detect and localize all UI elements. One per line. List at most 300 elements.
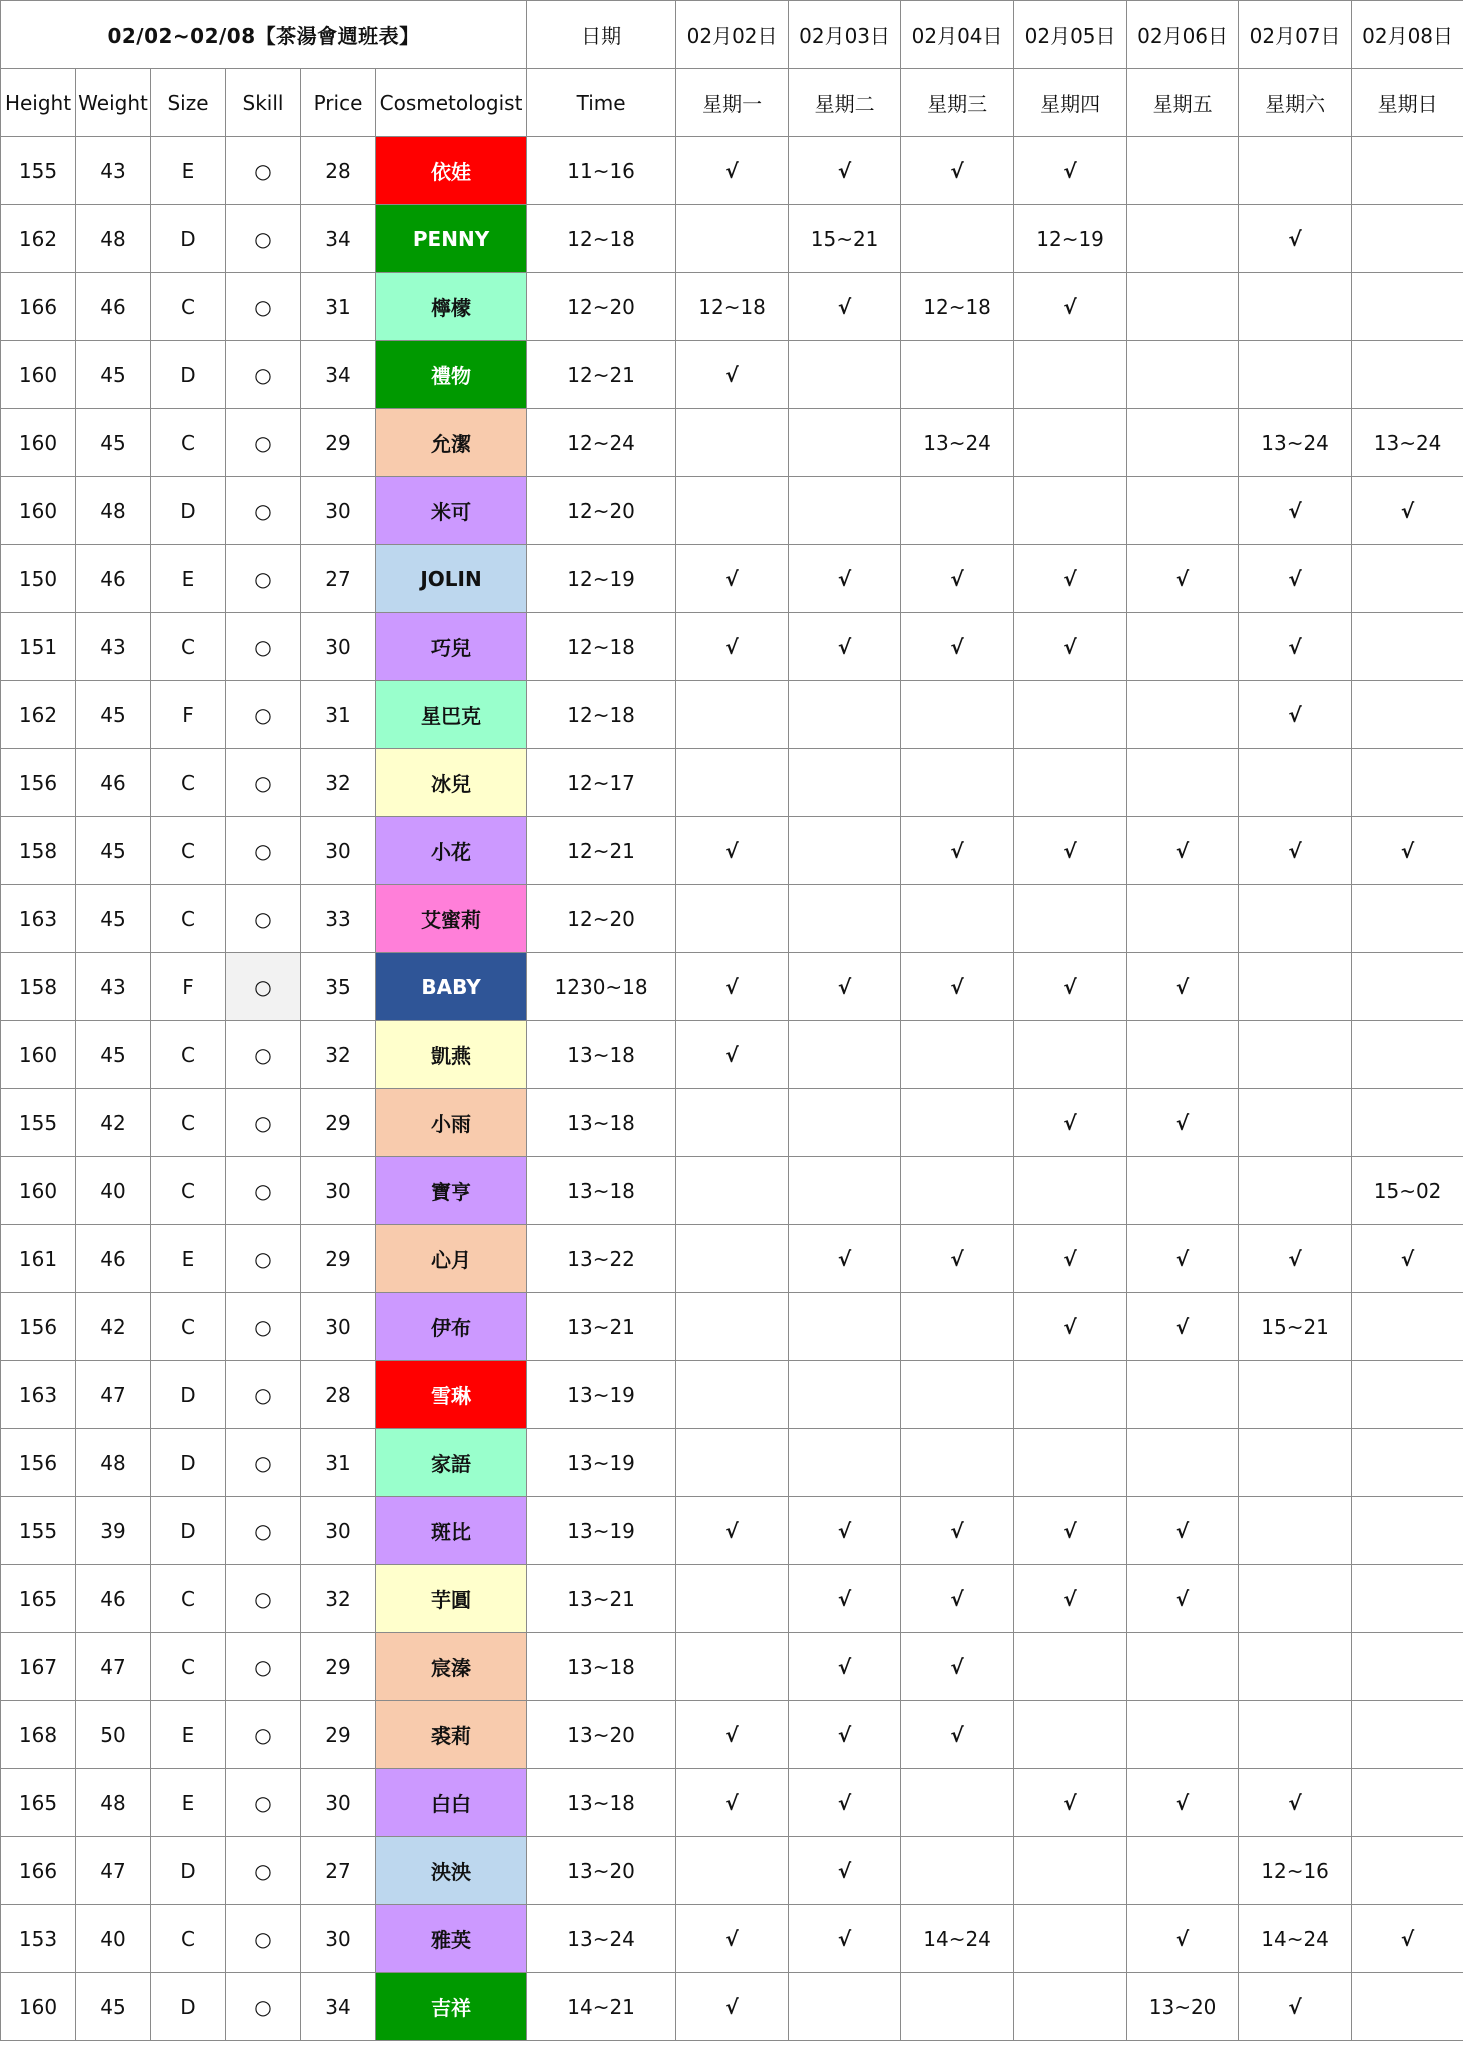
day-cell: √ xyxy=(901,545,1014,613)
skill-cell: ○ xyxy=(226,1565,301,1633)
day-cell xyxy=(789,1361,901,1429)
day-cell: √ xyxy=(676,1973,789,2041)
day-cell xyxy=(901,1361,1014,1429)
cosmetologist-name: 伊布 xyxy=(376,1293,527,1361)
day-cell xyxy=(1352,1837,1463,1905)
day-cell: 13~24 xyxy=(1352,409,1463,477)
skill-cell: ○ xyxy=(226,341,301,409)
day-cell: √ xyxy=(676,137,789,205)
cosmetologist-name: 雅英 xyxy=(376,1905,527,1973)
cosmetologist-name: 允潔 xyxy=(376,409,527,477)
time-cell: 13~21 xyxy=(527,1565,676,1633)
day-cell xyxy=(1014,1837,1127,1905)
day-cell xyxy=(1014,1157,1127,1225)
cosmetologist-name: 斑比 xyxy=(376,1497,527,1565)
day-cell xyxy=(1352,1021,1463,1089)
table-row xyxy=(1,613,1463,681)
day-cell: √ xyxy=(901,1225,1014,1293)
height-cell: 150 xyxy=(1,545,76,613)
day-cell: 13~20 xyxy=(1127,1973,1239,2041)
size-cell: C xyxy=(151,817,226,885)
day-cell xyxy=(1127,137,1239,205)
day-cell xyxy=(1352,1429,1463,1497)
time-cell: 14~21 xyxy=(527,1973,676,2041)
time-cell: 12~21 xyxy=(527,341,676,409)
day-cell: √ xyxy=(789,273,901,341)
day-cell xyxy=(901,1769,1014,1837)
day-cell: √ xyxy=(676,1497,789,1565)
day-cell xyxy=(1352,613,1463,681)
price-cell: 32 xyxy=(301,749,376,817)
time-cell: 13~19 xyxy=(527,1429,676,1497)
skill-cell: ○ xyxy=(226,1837,301,1905)
weight-cell: 45 xyxy=(76,341,151,409)
time-cell: 13~18 xyxy=(527,1769,676,1837)
day-cell: √ xyxy=(676,1769,789,1837)
day-cell xyxy=(1014,749,1127,817)
day-cell: √ xyxy=(789,1769,901,1837)
day-cell xyxy=(789,1089,901,1157)
height-cell: 160 xyxy=(1,409,76,477)
day-cell xyxy=(676,477,789,545)
weight-cell: 45 xyxy=(76,409,151,477)
day-cell xyxy=(1014,1905,1127,1973)
column-header-skill: Skill xyxy=(226,69,301,137)
price-cell: 29 xyxy=(301,409,376,477)
day-cell: 13~24 xyxy=(1239,409,1352,477)
day-cell: √ xyxy=(1014,817,1127,885)
skill-cell: ○ xyxy=(226,613,301,681)
size-cell: F xyxy=(151,953,226,1021)
day-cell xyxy=(1239,1361,1352,1429)
time-cell: 13~24 xyxy=(527,1905,676,1973)
day-cell: 12~19 xyxy=(1014,205,1127,273)
table-row xyxy=(1,885,1463,953)
day-cell xyxy=(1239,341,1352,409)
height-cell: 163 xyxy=(1,885,76,953)
weight-cell: 50 xyxy=(76,1701,151,1769)
day-cell: √ xyxy=(1239,545,1352,613)
skill-cell: ○ xyxy=(226,1157,301,1225)
time-cell: 13~20 xyxy=(527,1701,676,1769)
day-cell: √ xyxy=(676,953,789,1021)
table-row xyxy=(1,749,1463,817)
day-cell: 13~24 xyxy=(901,409,1014,477)
day-cell xyxy=(1014,1361,1127,1429)
size-cell: C xyxy=(151,749,226,817)
size-cell: E xyxy=(151,1701,226,1769)
day-cell: √ xyxy=(1014,1565,1127,1633)
day-cell xyxy=(1239,1565,1352,1633)
size-cell: C xyxy=(151,1565,226,1633)
day-cell xyxy=(1352,1361,1463,1429)
price-cell: 27 xyxy=(301,1837,376,1905)
column-header-size: Size xyxy=(151,69,226,137)
date-header-thu: 02月05日 xyxy=(1014,1,1127,69)
day-cell xyxy=(676,1361,789,1429)
day-cell xyxy=(1127,681,1239,749)
day-cell xyxy=(789,817,901,885)
day-cell: √ xyxy=(676,1701,789,1769)
price-cell: 30 xyxy=(301,1905,376,1973)
skill-cell: ○ xyxy=(226,477,301,545)
day-cell xyxy=(1127,749,1239,817)
cosmetologist-name: PENNY xyxy=(376,205,527,273)
size-cell: C xyxy=(151,409,226,477)
skill-cell: ○ xyxy=(226,1225,301,1293)
table-row xyxy=(1,137,1463,205)
table-row xyxy=(1,1497,1463,1565)
day-cell xyxy=(1352,341,1463,409)
time-cell: 12~20 xyxy=(527,885,676,953)
day-cell xyxy=(1127,1701,1239,1769)
skill-cell: ○ xyxy=(226,953,301,1021)
day-cell: √ xyxy=(789,1565,901,1633)
day-cell: √ xyxy=(789,613,901,681)
day-cell xyxy=(676,749,789,817)
weight-cell: 43 xyxy=(76,137,151,205)
day-cell xyxy=(901,1021,1014,1089)
height-cell: 153 xyxy=(1,1905,76,1973)
cosmetologist-name: 雪琳 xyxy=(376,1361,527,1429)
column-header-cosmetologist: Cosmetologist xyxy=(376,69,527,137)
weight-cell: 45 xyxy=(76,885,151,953)
size-cell: D xyxy=(151,205,226,273)
height-cell: 158 xyxy=(1,953,76,1021)
day-cell xyxy=(1352,681,1463,749)
price-cell: 30 xyxy=(301,477,376,545)
table-row xyxy=(1,477,1463,545)
time-cell: 12~18 xyxy=(527,613,676,681)
day-cell xyxy=(1239,137,1352,205)
day-cell xyxy=(1014,1429,1127,1497)
height-cell: 155 xyxy=(1,137,76,205)
height-cell: 162 xyxy=(1,681,76,749)
day-cell: √ xyxy=(676,817,789,885)
price-cell: 30 xyxy=(301,817,376,885)
table-row xyxy=(1,409,1463,477)
day-cell xyxy=(1127,1021,1239,1089)
time-cell: 13~18 xyxy=(527,1157,676,1225)
weight-cell: 40 xyxy=(76,1157,151,1225)
day-cell: √ xyxy=(789,1633,901,1701)
weight-cell: 45 xyxy=(76,681,151,749)
weekday-header-sat: 星期六 xyxy=(1239,69,1352,137)
day-cell xyxy=(1352,1565,1463,1633)
day-cell xyxy=(676,1089,789,1157)
table-row xyxy=(1,1905,1463,1973)
price-cell: 28 xyxy=(301,137,376,205)
day-cell: √ xyxy=(1127,1769,1239,1837)
day-cell: √ xyxy=(901,1565,1014,1633)
time-cell: 13~20 xyxy=(527,1837,676,1905)
day-cell: √ xyxy=(789,953,901,1021)
day-cell: √ xyxy=(1127,1497,1239,1565)
day-cell xyxy=(1127,477,1239,545)
day-cell: √ xyxy=(1239,1225,1352,1293)
size-cell: C xyxy=(151,1905,226,1973)
date-header-fri: 02月06日 xyxy=(1127,1,1239,69)
time-cell: 13~19 xyxy=(527,1361,676,1429)
table-row xyxy=(1,1361,1463,1429)
price-cell: 30 xyxy=(301,1497,376,1565)
weight-cell: 43 xyxy=(76,953,151,1021)
day-cell: √ xyxy=(1014,1089,1127,1157)
skill-cell: ○ xyxy=(226,1293,301,1361)
day-cell xyxy=(1352,273,1463,341)
day-cell: √ xyxy=(1014,1497,1127,1565)
column-header-row xyxy=(1,69,1463,137)
day-cell xyxy=(1239,953,1352,1021)
weight-cell: 42 xyxy=(76,1089,151,1157)
time-cell: 12~17 xyxy=(527,749,676,817)
time-cell: 13~22 xyxy=(527,1225,676,1293)
skill-cell: ○ xyxy=(226,1701,301,1769)
price-cell: 34 xyxy=(301,1973,376,2041)
weight-cell: 40 xyxy=(76,1905,151,1973)
day-cell xyxy=(1127,409,1239,477)
height-cell: 156 xyxy=(1,749,76,817)
day-cell xyxy=(1127,1157,1239,1225)
price-cell: 30 xyxy=(301,613,376,681)
day-cell xyxy=(789,1021,901,1089)
skill-cell: ○ xyxy=(226,1021,301,1089)
day-cell xyxy=(1014,341,1127,409)
page-title: 02/02~02/08【茶湯會週班表】 xyxy=(1,1,527,69)
day-cell: √ xyxy=(1014,273,1127,341)
price-cell: 33 xyxy=(301,885,376,953)
cosmetologist-name: 小雨 xyxy=(376,1089,527,1157)
table-row xyxy=(1,1633,1463,1701)
height-cell: 160 xyxy=(1,1157,76,1225)
time-cell: 13~21 xyxy=(527,1293,676,1361)
day-cell xyxy=(1352,1089,1463,1157)
price-cell: 30 xyxy=(301,1769,376,1837)
day-cell xyxy=(1352,1701,1463,1769)
day-cell xyxy=(901,681,1014,749)
day-cell: √ xyxy=(1127,817,1239,885)
price-cell: 27 xyxy=(301,545,376,613)
cosmetologist-name: 心月 xyxy=(376,1225,527,1293)
date-label: 日期 xyxy=(527,1,676,69)
day-cell: √ xyxy=(1014,545,1127,613)
price-cell: 34 xyxy=(301,341,376,409)
size-cell: C xyxy=(151,1633,226,1701)
size-cell: F xyxy=(151,681,226,749)
day-cell: √ xyxy=(1014,1769,1127,1837)
day-cell xyxy=(1352,953,1463,1021)
cosmetologist-name: 吉祥 xyxy=(376,1973,527,2041)
day-cell: √ xyxy=(901,1701,1014,1769)
skill-cell: ○ xyxy=(226,885,301,953)
day-cell: √ xyxy=(1127,545,1239,613)
skill-cell: ○ xyxy=(226,205,301,273)
day-cell xyxy=(901,885,1014,953)
date-header-sun: 02月08日 xyxy=(1352,1,1463,69)
day-cell xyxy=(1352,1769,1463,1837)
height-cell: 158 xyxy=(1,817,76,885)
cosmetologist-name: 家語 xyxy=(376,1429,527,1497)
day-cell xyxy=(789,1157,901,1225)
size-cell: D xyxy=(151,1973,226,2041)
price-cell: 32 xyxy=(301,1565,376,1633)
height-cell: 168 xyxy=(1,1701,76,1769)
day-cell xyxy=(676,409,789,477)
cosmetologist-name: 凱燕 xyxy=(376,1021,527,1089)
size-cell: C xyxy=(151,885,226,953)
day-cell xyxy=(1014,477,1127,545)
height-cell: 151 xyxy=(1,613,76,681)
weight-cell: 45 xyxy=(76,817,151,885)
day-cell xyxy=(789,477,901,545)
size-cell: D xyxy=(151,341,226,409)
weekday-header-wed: 星期三 xyxy=(901,69,1014,137)
cosmetologist-name: BABY xyxy=(376,953,527,1021)
day-cell xyxy=(676,1225,789,1293)
height-cell: 156 xyxy=(1,1429,76,1497)
size-cell: C xyxy=(151,1293,226,1361)
day-cell xyxy=(789,341,901,409)
day-cell: √ xyxy=(1014,613,1127,681)
price-cell: 34 xyxy=(301,205,376,273)
table-row xyxy=(1,817,1463,885)
weekday-header-fri: 星期五 xyxy=(1127,69,1239,137)
cosmetologist-name: 巧兒 xyxy=(376,613,527,681)
day-cell xyxy=(1239,1497,1352,1565)
cosmetologist-name: 白白 xyxy=(376,1769,527,1837)
table-row xyxy=(1,205,1463,273)
skill-cell: ○ xyxy=(226,1905,301,1973)
day-cell xyxy=(1352,137,1463,205)
day-cell xyxy=(789,1973,901,2041)
weight-cell: 47 xyxy=(76,1361,151,1429)
skill-cell: ○ xyxy=(226,681,301,749)
day-cell xyxy=(1352,205,1463,273)
day-cell: √ xyxy=(1239,817,1352,885)
size-cell: C xyxy=(151,273,226,341)
price-cell: 35 xyxy=(301,953,376,1021)
table-row xyxy=(1,1701,1463,1769)
height-cell: 160 xyxy=(1,341,76,409)
day-cell: 12~18 xyxy=(901,273,1014,341)
cosmetologist-name: 檸檬 xyxy=(376,273,527,341)
day-cell: √ xyxy=(789,545,901,613)
date-header-tue: 02月03日 xyxy=(789,1,901,69)
day-cell: 15~21 xyxy=(1239,1293,1352,1361)
skill-cell: ○ xyxy=(226,1769,301,1837)
price-cell: 29 xyxy=(301,1089,376,1157)
price-cell: 31 xyxy=(301,681,376,749)
day-cell: √ xyxy=(1014,1293,1127,1361)
day-cell xyxy=(1127,341,1239,409)
size-cell: D xyxy=(151,1497,226,1565)
cosmetologist-name: 泱泱 xyxy=(376,1837,527,1905)
day-cell: √ xyxy=(901,1497,1014,1565)
height-cell: 155 xyxy=(1,1089,76,1157)
table-row xyxy=(1,1157,1463,1225)
day-cell: √ xyxy=(901,137,1014,205)
weight-cell: 46 xyxy=(76,749,151,817)
day-cell xyxy=(676,885,789,953)
height-cell: 166 xyxy=(1,273,76,341)
day-cell: √ xyxy=(901,953,1014,1021)
table-row xyxy=(1,1089,1463,1157)
day-cell: √ xyxy=(676,1905,789,1973)
day-cell xyxy=(676,1565,789,1633)
day-cell xyxy=(1239,1089,1352,1157)
day-cell: 14~24 xyxy=(901,1905,1014,1973)
table-row xyxy=(1,1429,1463,1497)
day-cell xyxy=(1127,1361,1239,1429)
size-cell: C xyxy=(151,1021,226,1089)
day-cell xyxy=(1239,1633,1352,1701)
table-row xyxy=(1,1837,1463,1905)
cosmetologist-name: JOLIN xyxy=(376,545,527,613)
day-cell xyxy=(676,681,789,749)
date-header-mon: 02月02日 xyxy=(676,1,789,69)
day-cell: √ xyxy=(1352,1905,1463,1973)
cosmetologist-name: 宸溱 xyxy=(376,1633,527,1701)
price-cell: 31 xyxy=(301,1429,376,1497)
day-cell: √ xyxy=(1014,953,1127,1021)
day-cell: √ xyxy=(789,137,901,205)
day-cell: √ xyxy=(1239,477,1352,545)
height-cell: 156 xyxy=(1,1293,76,1361)
day-cell: √ xyxy=(901,1633,1014,1701)
table-row xyxy=(1,1973,1463,2041)
day-cell xyxy=(1239,1701,1352,1769)
weekday-header-thu: 星期四 xyxy=(1014,69,1127,137)
height-cell: 160 xyxy=(1,1021,76,1089)
day-cell xyxy=(1127,273,1239,341)
day-cell xyxy=(1014,1701,1127,1769)
weight-cell: 46 xyxy=(76,273,151,341)
day-cell: √ xyxy=(1352,817,1463,885)
day-cell xyxy=(901,1973,1014,2041)
time-cell: 13~18 xyxy=(527,1021,676,1089)
weight-cell: 48 xyxy=(76,1429,151,1497)
day-cell xyxy=(1239,1157,1352,1225)
cosmetologist-name: 小花 xyxy=(376,817,527,885)
weight-cell: 46 xyxy=(76,1225,151,1293)
skill-cell: ○ xyxy=(226,1361,301,1429)
day-cell xyxy=(1352,1497,1463,1565)
time-cell: 13~19 xyxy=(527,1497,676,1565)
height-cell: 160 xyxy=(1,477,76,545)
day-cell: √ xyxy=(1127,1565,1239,1633)
day-cell: √ xyxy=(901,817,1014,885)
day-cell xyxy=(676,205,789,273)
weight-cell: 47 xyxy=(76,1633,151,1701)
day-cell: √ xyxy=(1352,1225,1463,1293)
size-cell: D xyxy=(151,1837,226,1905)
size-cell: E xyxy=(151,137,226,205)
weight-cell: 45 xyxy=(76,1973,151,2041)
day-cell: √ xyxy=(789,1701,901,1769)
size-cell: D xyxy=(151,1361,226,1429)
time-cell: 12~20 xyxy=(527,273,676,341)
day-cell: √ xyxy=(1014,137,1127,205)
weight-cell: 48 xyxy=(76,205,151,273)
day-cell xyxy=(901,341,1014,409)
day-cell: √ xyxy=(789,1225,901,1293)
size-cell: E xyxy=(151,545,226,613)
column-header-height: Height xyxy=(1,69,76,137)
day-cell: √ xyxy=(789,1497,901,1565)
skill-cell: ○ xyxy=(226,1429,301,1497)
day-cell xyxy=(901,1429,1014,1497)
size-cell: C xyxy=(151,1157,226,1225)
